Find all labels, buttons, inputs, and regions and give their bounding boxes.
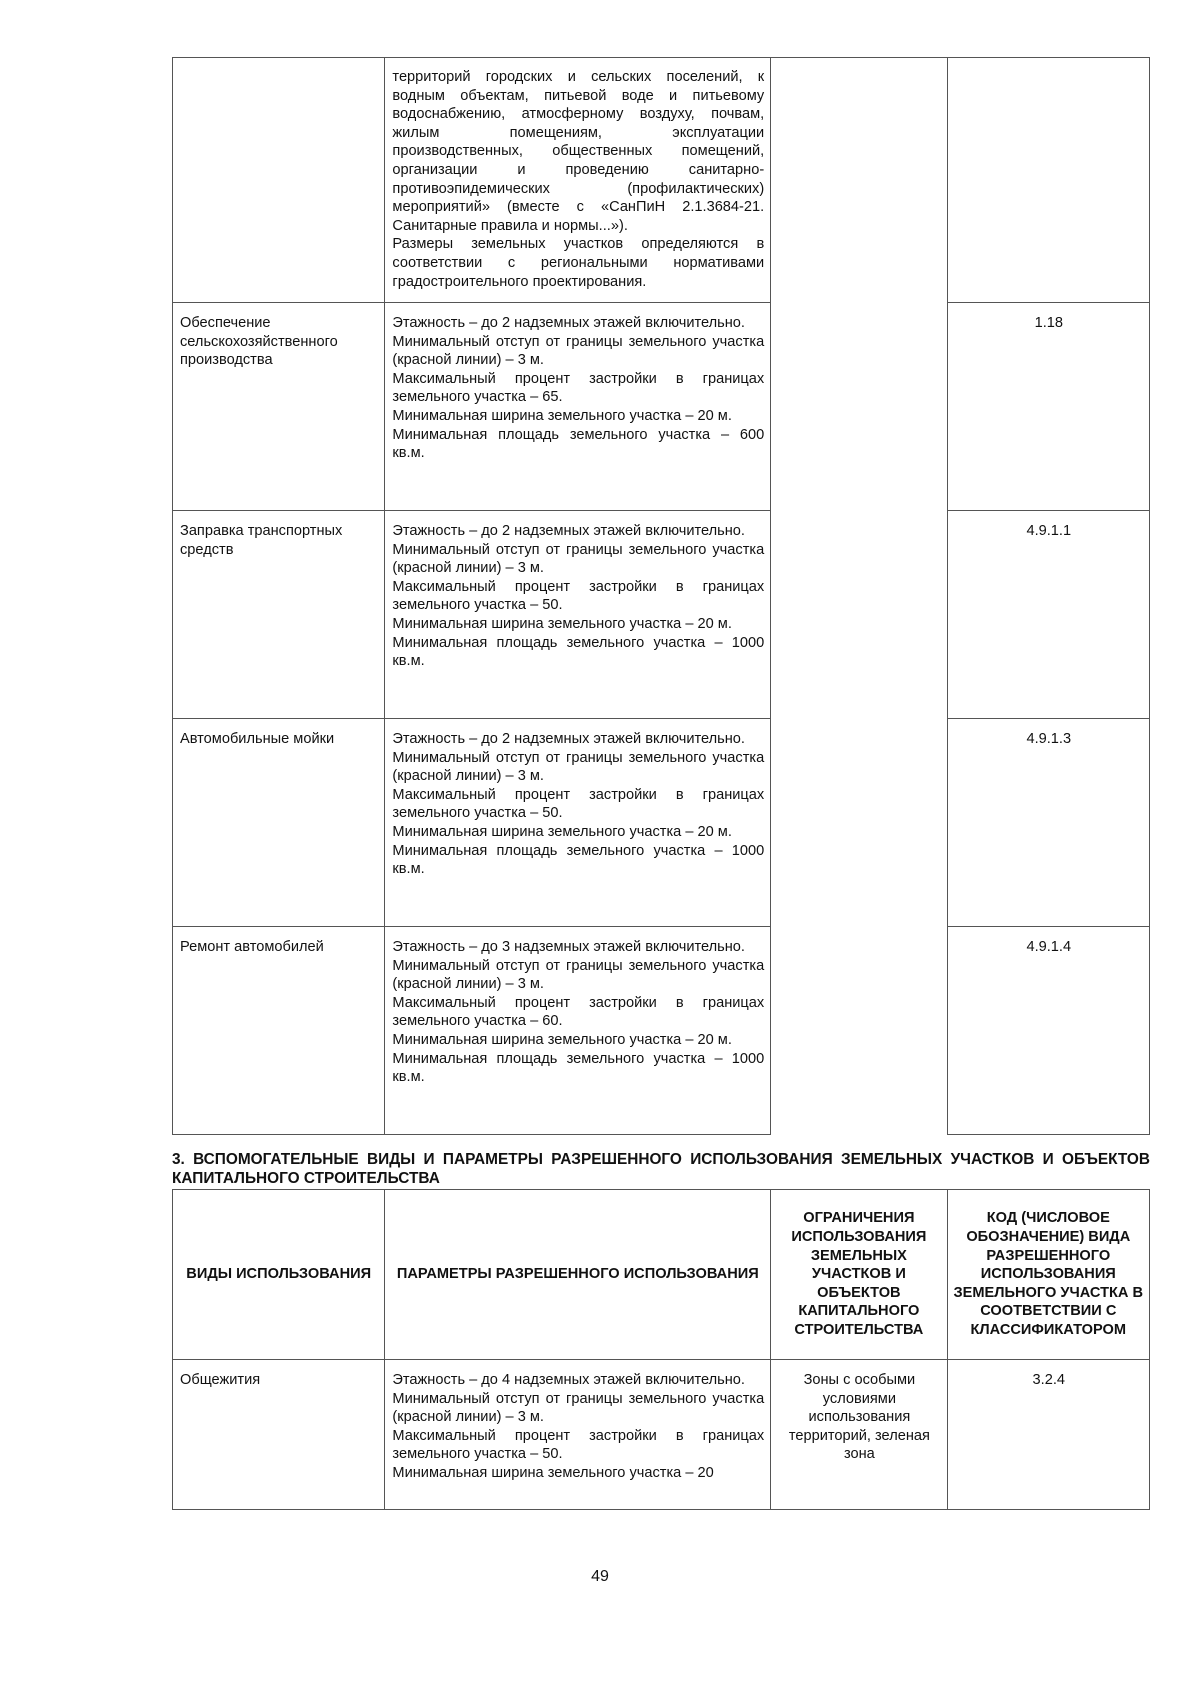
code-cell: 4.9.1.3 [947, 719, 1149, 927]
parameters-cell [385, 511, 771, 719]
use-type-cell: Обеспечение сельскохозяйственного производства [173, 303, 385, 511]
auxiliary-use-table [172, 1189, 1150, 1510]
code-cell [947, 58, 1149, 303]
parameter-line: Этажность – до 2 надземных этажей включительно. [392, 523, 745, 539]
parameter-line: Минимальная площадь земельного участка – 1000 кв.м. [392, 1050, 765, 1086]
parameter-line: территорий городских и сельских поселений, к водным объектам, питьевой воде и питьевому водоснабжению, атмосферному воздуху, почвам, жилым помещениям, эксплуатации производственных, общественных помещений, организации и проведению санитарно-противоэпидемических (профилактических) мероприятий» (вместе с «СанПиН 2.1.3684-21. Санитарные правила и нормы...»). [392, 69, 765, 234]
table-row [173, 58, 1150, 303]
parameter-line: Минимальная ширина земельного участка – 20 [392, 1464, 714, 1481]
parameter-line: Максимальный процент застройки в границах земельного участка – 50. [392, 786, 765, 822]
parameter-line: Этажность – до 3 надземных этажей включительно. [392, 939, 745, 955]
parameter-line: Размеры земельных участков определяются в соответствии с региональными нормативами градостроительного проектирования. [392, 236, 765, 290]
column-header-restrictions: ОГРАНИЧЕНИЯ ИСПОЛЬЗОВАНИЯ ЗЕМЕЛЬНЫХ УЧАСТКОВ И ОБЪЕКТОВ КАПИТАЛЬНОГО СТРОИТЕЛЬСТВА [771, 1190, 947, 1360]
column-header-parameters: ПАРАМЕТРЫ РАЗРЕШЕННОГО ИСПОЛЬЗОВАНИЯ [385, 1190, 771, 1360]
parameters-cell [385, 303, 771, 511]
use-type-cell: Общежития [173, 1360, 385, 1510]
parameter-line: Минимальная площадь земельного участка – 600 кв.м. [392, 426, 765, 462]
restrictions-cell [771, 58, 947, 1135]
restrictions-cell: Зоны с особыми условиями использования территорий, зеленая зона [771, 1360, 947, 1510]
code-cell: 3.2.4 [947, 1360, 1149, 1510]
use-type-cell: Ремонт автомобилей [173, 927, 385, 1135]
parameter-line: Минимальная ширина земельного участка – 20 м. [392, 407, 732, 424]
section-title: 3. ВСПОМОГАТЕЛЬНЫЕ ВИДЫ И ПАРАМЕТРЫ РАЗРЕШЕННОГО ИСПОЛЬЗОВАНИЯ ЗЕМЕЛЬНЫХ УЧАСТКОВ И ОБЪЕКТОВ КАПИТАЛЬНОГО СТРОИТЕЛЬСТВА [172, 1151, 1150, 1187]
table-row [173, 927, 1150, 1135]
parameter-line: Этажность – до 4 надземных этажей включительно. [392, 1372, 745, 1388]
parameter-line: Минимальный отступ от границы земельного участка (красной линии) – 3 м. [392, 957, 765, 993]
parameters-cell [385, 927, 771, 1135]
use-type-cell [173, 58, 385, 303]
parameter-line: Минимальный отступ от границы земельного участка (красной линии) – 3 м. [392, 333, 765, 369]
parameters-cell [385, 719, 771, 927]
parameter-line: Минимальная ширина земельного участка – 20 м. [392, 615, 732, 632]
parameter-line: Максимальный процент застройки в границах земельного участка – 60. [392, 994, 765, 1030]
use-type-cell: Заправка транспортных средств [173, 511, 385, 719]
table-row [173, 719, 1150, 927]
parameters-cell [385, 1360, 771, 1510]
table-header-row [173, 1190, 1150, 1360]
parameters-cell [385, 58, 771, 303]
parameter-line: Минимальный отступ от границы земельного участка (красной линии) – 3 м. [392, 1390, 765, 1426]
column-header-use-type: ВИДЫ ИСПОЛЬЗОВАНИЯ [173, 1190, 385, 1360]
table-row [173, 511, 1150, 719]
parameter-line: Минимальная площадь земельного участка – 1000 кв.м. [392, 634, 765, 670]
use-type-cell: Автомобильные мойки [173, 719, 385, 927]
permitted-use-table [172, 57, 1150, 1135]
column-header-code: КОД (ЧИСЛОВОЕ ОБОЗНАЧЕНИЕ) ВИДА РАЗРЕШЕННОГО ИСПОЛЬЗОВАНИЯ ЗЕМЕЛЬНОГО УЧАСТКА В СООТВЕТСТВИИ С КЛАССИФИКАТОРОМ [947, 1190, 1149, 1360]
parameter-line: Минимальная ширина земельного участка – 20 м. [392, 823, 732, 840]
parameter-line: Этажность – до 2 надземных этажей включительно. [392, 731, 745, 747]
page-number: 49 [591, 1568, 609, 1585]
parameter-line: Минимальная ширина земельного участка – 20 м. [392, 1031, 732, 1048]
parameter-line: Минимальная площадь земельного участка – 1000 кв.м. [392, 842, 765, 878]
parameter-line: Минимальный отступ от границы земельного участка (красной линии) – 3 м. [392, 541, 765, 577]
code-cell: 4.9.1.1 [947, 511, 1149, 719]
table-row [173, 303, 1150, 511]
code-cell: 4.9.1.4 [947, 927, 1149, 1135]
parameter-line: Этажность – до 2 надземных этажей включительно. [392, 315, 745, 331]
table-row [173, 1360, 1150, 1510]
parameter-line: Максимальный процент застройки в границах земельного участка – 50. [392, 578, 765, 614]
parameter-line: Максимальный процент застройки в границах земельного участка – 50. [392, 1427, 765, 1463]
code-cell: 1.18 [947, 303, 1149, 511]
parameter-line: Максимальный процент застройки в границах земельного участка – 65. [392, 370, 765, 406]
parameter-line: Минимальный отступ от границы земельного участка (красной линии) – 3 м. [392, 749, 765, 785]
